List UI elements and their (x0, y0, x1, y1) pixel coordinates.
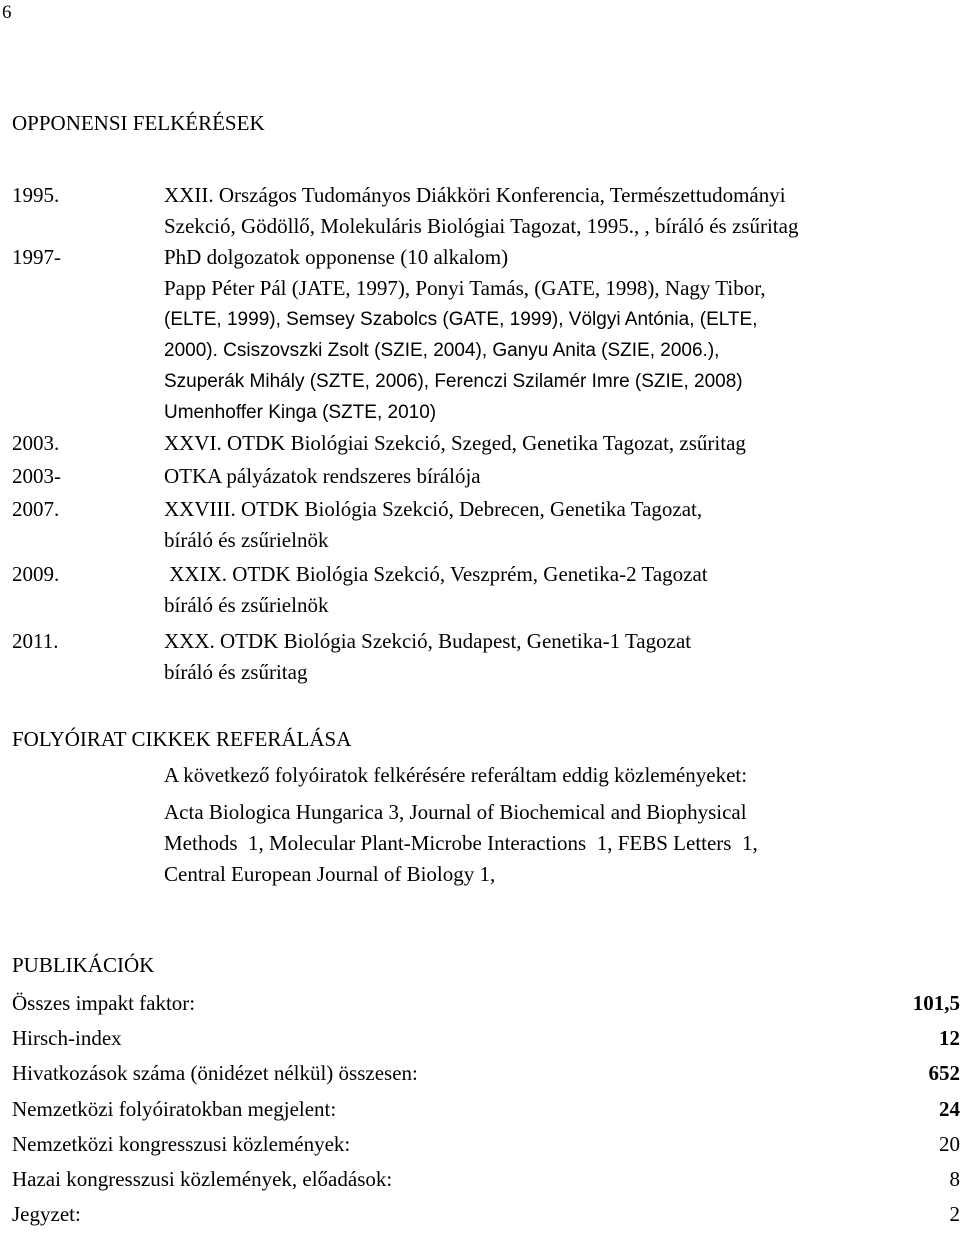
journal-list (164, 797, 954, 890)
stat-value: 24 (939, 1093, 960, 1128)
stat-label: Összes impakt faktor: (12, 987, 195, 1022)
entry-description (164, 180, 947, 242)
review-entry (12, 494, 947, 559)
review-entry (12, 559, 947, 626)
stat-label: Nemzetközi folyóiratokban megjelent: (12, 1093, 336, 1128)
entry-line: Papp Péter Pál (JATE, 1997), Ponyi Tamás, (GATE, 1998), Nagy Tibor, (164, 273, 947, 304)
stat-label: Hazai kongresszusi közlemények, előadások: (12, 1163, 392, 1198)
section-heading-journals: FOLYÓIRAT CIKKEK REFERÁLÁSA (12, 724, 351, 755)
section-heading-publications: PUBLIKÁCIÓK (12, 950, 154, 981)
section-heading-review: OPPONENSI FELKÉRÉSEK (12, 108, 265, 139)
publication-stats (12, 987, 960, 1233)
entry-line: bíráló és zsűrielnök (164, 525, 947, 556)
entry-line: bíráló és zsűritag (164, 657, 947, 688)
review-entries (12, 180, 947, 690)
stat-value: 8 (950, 1163, 960, 1198)
entry-line: Szuperák Mihály (SZTE, 2006), Ferenczi Szilamér Imre (SZIE, 2008) (164, 366, 947, 397)
entry-line: Szekció, Gödöllő, Molekuláris Biológiai Tagozat, 1995., , bíráló és zsűritag (164, 211, 947, 242)
entry-year: 1995. (12, 180, 164, 211)
stat-value: 101,5 (913, 987, 960, 1022)
stat-row-impact-factor (12, 987, 960, 1022)
entry-year: 2009. (12, 559, 164, 590)
stat-value: 652 (929, 1057, 960, 1092)
entry-year: 2007. (12, 494, 164, 525)
journal-intro: A következő folyóiratok felkérésére referáltam eddig közleményeket: (164, 760, 954, 791)
entry-description (164, 428, 947, 459)
stat-row-international-journals (12, 1093, 960, 1128)
stat-row-domestic-congress (12, 1163, 960, 1198)
entry-line: PhD dolgozatok opponense (10 alkalom) (164, 242, 947, 273)
stat-row-hirsch-index (12, 1022, 960, 1057)
entry-description (164, 626, 947, 688)
entry-line: Umenhoffer Kinga (SZTE, 2010) (164, 397, 947, 428)
entry-description (164, 494, 947, 556)
stat-row-international-congress (12, 1128, 960, 1163)
entry-year: 2003. (12, 428, 164, 459)
entry-year: 2011. (12, 626, 164, 657)
journal-referral-block (164, 760, 954, 890)
stat-label: Jegyzet: (12, 1198, 81, 1233)
entry-line: XXIX. OTDK Biológia Szekció, Veszprém, Genetika-2 Tagozat (164, 559, 947, 590)
entry-line: OTKA pályázatok rendszeres bírálója (164, 461, 947, 492)
review-entry (12, 461, 947, 494)
page-number: 6 (2, 0, 12, 26)
journal-line: Central European Journal of Biology 1, (164, 859, 954, 890)
review-entry (12, 428, 947, 461)
stat-value: 12 (939, 1022, 960, 1057)
entry-description (164, 242, 947, 428)
journal-line: Acta Biologica Hungarica 3, Journal of Biochemical and Biophysical (164, 797, 954, 828)
journal-line: Methods 1, Molecular Plant-Microbe Interactions 1, FEBS Letters 1, (164, 828, 954, 859)
stat-label: Hivatkozások száma (önidézet nélkül) összesen: (12, 1057, 418, 1092)
entry-line: XXVIII. OTDK Biológia Szekció, Debrecen, Genetika Tagozat, (164, 494, 947, 525)
stat-label: Hirsch-index (12, 1022, 122, 1057)
stat-value: 20 (939, 1128, 960, 1163)
entry-line: 2000). Csiszovszki Zsolt (SZIE, 2004), Ganyu Anita (SZIE, 2006.), (164, 335, 947, 366)
review-entry (12, 626, 947, 690)
review-entry (12, 242, 947, 428)
entry-line: bíráló és zsűrielnök (164, 590, 947, 621)
stat-row-citations (12, 1057, 960, 1092)
entry-line: (ELTE, 1999), Semsey Szabolcs (GATE, 1999), Völgyi Antónia, (ELTE, (164, 304, 947, 335)
entry-year: 2003- (12, 461, 164, 492)
entry-line: XXVI. OTDK Biológiai Szekció, Szeged, Genetika Tagozat, zsűritag (164, 428, 947, 459)
review-entry (12, 180, 947, 242)
entry-line: XXX. OTDK Biológia Szekció, Budapest, Genetika-1 Tagozat (164, 626, 947, 657)
entry-description (164, 461, 947, 492)
stat-value: 2 (950, 1198, 960, 1233)
entry-description (164, 559, 947, 621)
stat-label: Nemzetközi kongresszusi közlemények: (12, 1128, 350, 1163)
entry-line: XXII. Országos Tudományos Diákköri Konferencia, Természettudományi (164, 180, 947, 211)
entry-year: 1997- (12, 242, 164, 273)
